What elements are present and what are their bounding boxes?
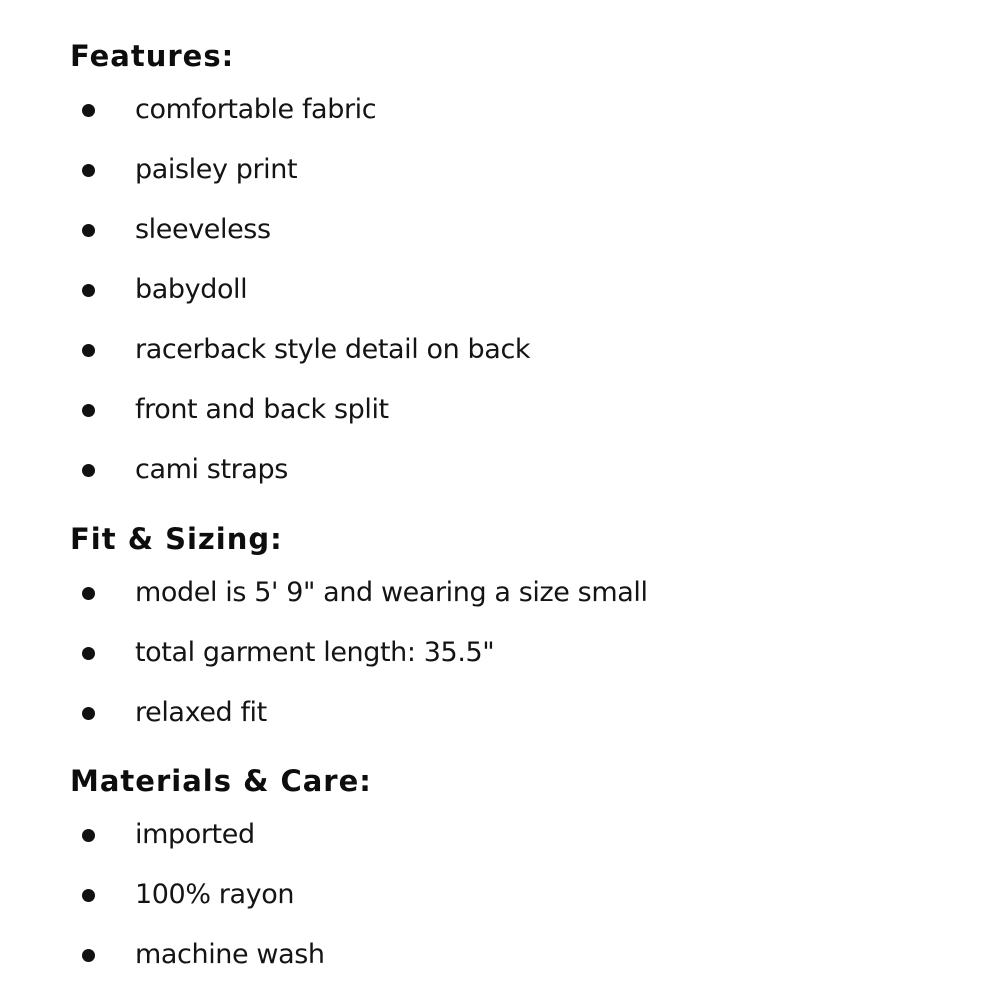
list-item: babydoll [135,274,248,305]
bullet-icon [82,224,95,237]
materials-care-heading: Materials & Care: [70,764,372,798]
bullet-icon [82,889,95,902]
bullet-icon [82,647,95,660]
bullet-icon [82,284,95,297]
list-item: 100% rayon [135,879,295,910]
bullet-icon [82,164,95,177]
list-item: racerback style detail on back [135,334,531,365]
bullet-icon [82,464,95,477]
fit-sizing-heading: Fit & Sizing: [70,522,283,556]
bullet-icon [82,344,95,357]
list-item: cami straps [135,454,288,485]
list-item: imported [135,819,255,850]
bullet-icon [82,949,95,962]
list-item: comfortable fabric [135,94,377,125]
bullet-icon [82,404,95,417]
list-item: total garment length: 35.5" [135,637,495,668]
bullet-icon [82,104,95,117]
features-heading: Features: [70,39,235,73]
list-item: paisley print [135,154,298,185]
list-item: relaxed fit [135,697,267,728]
bullet-icon [82,587,95,600]
list-item: model is 5' 9" and wearing a size small [135,577,648,608]
bullet-icon [82,707,95,720]
list-item: sleeveless [135,214,271,245]
list-item: front and back split [135,394,389,425]
list-item: machine wash [135,939,325,970]
bullet-icon [82,829,95,842]
